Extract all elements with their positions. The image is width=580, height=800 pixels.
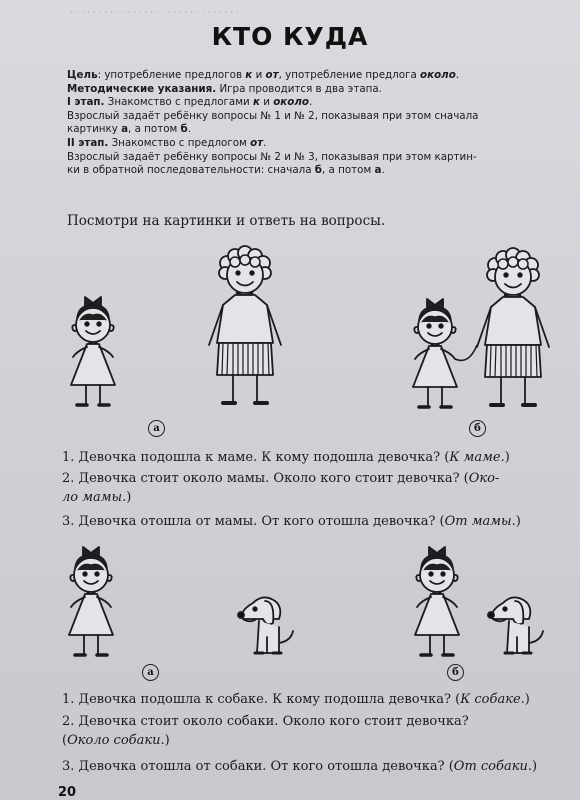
page-title: КТО КУДА — [211, 22, 369, 51]
page-number: 20 — [58, 785, 77, 800]
question-mom-3: 3. Девочка отошла от мамы. От кого отошла девочка? (От мамы.) — [62, 514, 521, 529]
question-mom-1: 1. Девочка подошла к маме. К кому подошла девочка? (К маме.) — [62, 450, 510, 465]
question-mom-2-cont: ло мамы.) — [62, 490, 132, 505]
question-dog-3: 3. Девочка отошла от собаки. От кого отошла девочка? (От собаки.) — [62, 759, 538, 774]
instructions-block: Цель: употребление предлогов к и от, употребление предлога около. Методические указания. Игра проводится в два этапа. I этап. Знакомство с предлогами к и около. Взрослый задаёт ребёнку вопросы № 1 и № 2, показывая при этом сначала картинку а, а потом б. II этап. Знакомство с предлогом от. Взрослый задаёт ребёнку вопросы № 2 и № 3, показывая при этом картин- ки в обратной последовательности: сначала б, а потом а. — [67, 69, 479, 177]
question-dog-2-cont: (Около собаки.) — [62, 733, 170, 748]
illustration-girl-dog — [55, 545, 555, 665]
picture-label-a: а — [148, 420, 165, 437]
bleed-through-text: · · · · · · · · · · · · · · · · · · · · · · · · · · · · · · — [70, 8, 239, 18]
question-dog-2: 2. Девочка стоит около собаки. Около кого стоит девочка? — [62, 714, 469, 729]
illustration-girl-mother — [55, 245, 555, 415]
question-dog-1: 1. Девочка подошла к собаке. К кому подошла девочка? (К собаке.) — [62, 692, 530, 707]
question-mom-2: 2. Девочка стоит около мамы. Около кого стоит девочка? (Око- — [62, 471, 500, 486]
picture-label-a-2: а — [142, 664, 159, 681]
task-prompt: Посмотри на картинки и ответь на вопросы. — [67, 213, 386, 229]
picture-label-b: б — [469, 420, 486, 437]
picture-label-b-2: б — [447, 664, 464, 681]
